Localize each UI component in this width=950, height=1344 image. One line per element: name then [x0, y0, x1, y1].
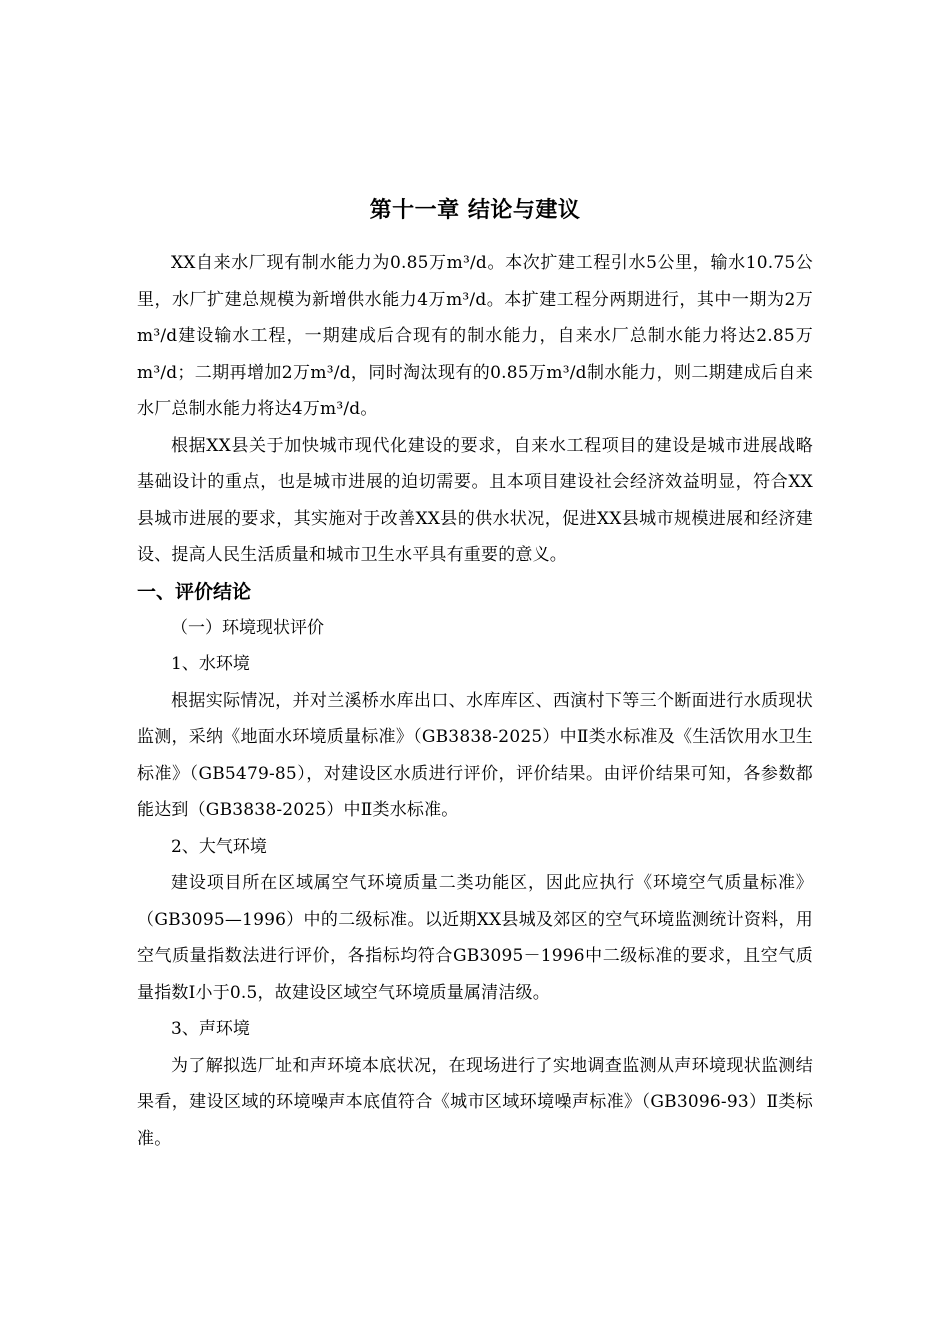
subsection-heading-environment-status: （一）环境现状评价 — [171, 617, 324, 638]
item-heading-water: 1、水环境 — [171, 654, 250, 674]
chapter-title: 第十一章 结论与建议 — [369, 198, 581, 223]
item-body-noise: 为了解拟选厂址和声环境本底状况，在现场进行了实地调查监测从声环境现状监测结果看，建设区域的环境噪声本底值符合《城市区域环境噪声标准》（GB3096-93）Ⅱ类标准。 — [137, 1055, 813, 1149]
item-body-air: 建设项目所在区域属空气环境质量二类功能区，因此应执行《环境空气质量标准》（GB3095—1996）中的二级标准。以近期XX县城及郊区的空气环境监测统计资料，用空气质量指数法进行评价，各指标均符合GB3095－1996中二级标准的要求，且空气质量指数Ⅰ小于0.5，故建设区域空气环境质量属清洁级。 — [137, 873, 813, 1003]
item-body-water: 根据实际情况，并对兰溪桥水库出口、水库库区、西演村下等三个断面进行水质现状监测，采纳《地面水环境质量标准》（GB3838-2025）中Ⅱ类水标准及《生活饮用水卫生标准》（GB5479-85），对建设区水质进行评价，评价结果。由评价结果可知，各参数都能达到（GB3838-2025）中Ⅱ类水标准。 — [137, 690, 813, 820]
item-heading-noise: 3、声环境 — [171, 1019, 250, 1039]
item-heading-air: 2、大气环境 — [171, 836, 267, 857]
section-heading-evaluation-conclusion: 一、评价结论 — [137, 580, 252, 603]
document-page — [137, 195, 813, 1157]
intro-paragraph-significance: 根据XX县关于加快城市现代化建设的要求，自来水工程项目的建设是城市进展战略基础设计的重点，也是城市进展的迫切需要。且本项目建设社会经济效益明显，符合XX县城市进展的要求，其实施对于改善XX县的供水状况，促进XX县城市规模进展和经济建设、提高人民生活质量和城市卫生水平具有重要的意义。 — [137, 435, 813, 565]
intro-paragraph-capacity: XX自来水厂现有制水能力为0.85万m³/d。本次扩建工程引水5公里，输水10.75公里，水厂扩建总规模为新增供水能力4万m³/d。本扩建工程分两期进行，其中一期为2万m³/d建设输水工程，一期建成后合现有的制水能力，自来水厂总制水能力将达2.85万m³/d；二期再增加2万m³/d，同时淘汰现有的0.85万m³/d制水能力，则二期建成后自来水厂总制水能力将达4万m³/d。 — [137, 253, 813, 419]
